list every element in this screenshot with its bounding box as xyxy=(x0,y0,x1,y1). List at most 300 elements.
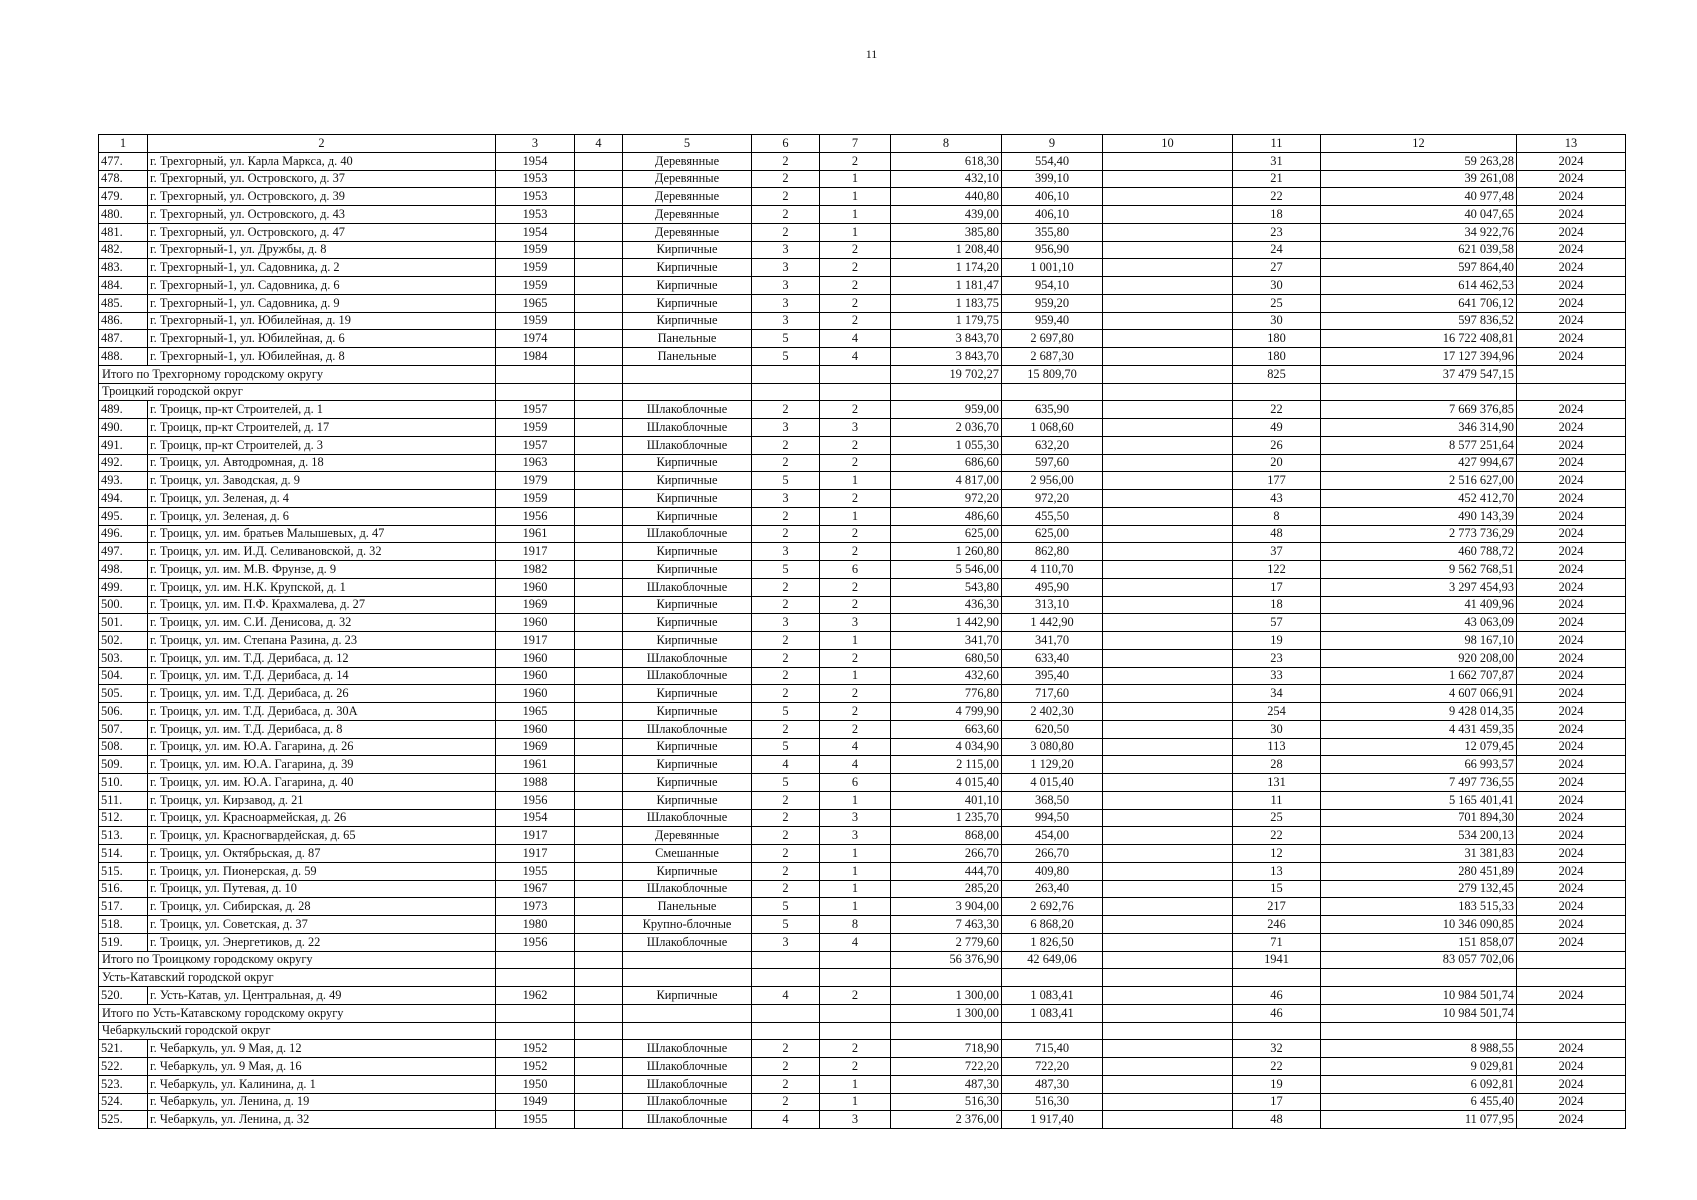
empty-cell xyxy=(623,383,752,401)
cell-col-11: 28 xyxy=(1233,756,1321,774)
cell-col-7: 2 xyxy=(820,596,891,614)
cell-col-6: 2 xyxy=(752,507,820,525)
table-row xyxy=(99,348,1626,366)
cell-col-10 xyxy=(1103,1040,1233,1058)
cell-col-2: г. Троицк, ул. им. братьев Малышевых, д. 47 xyxy=(148,525,496,543)
cell-col-13: 2024 xyxy=(1517,401,1626,419)
cell-col-4 xyxy=(575,1075,623,1093)
cell-col-9: 956,90 xyxy=(1002,241,1103,259)
cell-col-10 xyxy=(1103,401,1233,419)
cell-col-5: Кирпичные xyxy=(623,259,752,277)
table-row xyxy=(99,845,1626,863)
empty-cell xyxy=(575,365,623,383)
empty-cell xyxy=(496,1004,575,1022)
cell-col-10 xyxy=(1103,720,1233,738)
cell-col-1: 500. xyxy=(99,596,148,614)
cell-col-3: 1959 xyxy=(496,277,575,295)
cell-col-2: г. Усть-Катав, ул. Центральная, д. 49 xyxy=(148,987,496,1005)
table-row xyxy=(99,1111,1626,1129)
cell-col-8: 487,30 xyxy=(891,1075,1002,1093)
empty-cell xyxy=(752,969,820,987)
cell-col-7: 2 xyxy=(820,490,891,508)
cell-col-1: 517. xyxy=(99,898,148,916)
table-row xyxy=(99,188,1626,206)
cell-col-9: 959,40 xyxy=(1002,312,1103,330)
empty-cell xyxy=(1233,383,1321,401)
cell-col-7: 2 xyxy=(820,543,891,561)
cell-col-6: 3 xyxy=(752,241,820,259)
cell-col-8: 285,20 xyxy=(891,880,1002,898)
column-header-4: 4 xyxy=(575,135,623,153)
table-row xyxy=(99,720,1626,738)
cell-col-3: 1969 xyxy=(496,738,575,756)
cell-col-3: 1960 xyxy=(496,614,575,632)
housing-register-table xyxy=(98,134,1626,1129)
empty-cell xyxy=(891,1022,1002,1040)
cell-col-4 xyxy=(575,525,623,543)
cell-col-9: 409,80 xyxy=(1002,862,1103,880)
cell-col-4 xyxy=(575,862,623,880)
cell-col-8: 3 843,70 xyxy=(891,330,1002,348)
cell-col-1: 509. xyxy=(99,756,148,774)
cell-col-4 xyxy=(575,703,623,721)
cell-col-10 xyxy=(1103,596,1233,614)
cell-col-1: 519. xyxy=(99,933,148,951)
empty-cell xyxy=(623,1004,752,1022)
cell-col-4 xyxy=(575,827,623,845)
cell-col-7: 6 xyxy=(820,774,891,792)
cell-col-5: Шлакоблочные xyxy=(623,436,752,454)
cell-col-6: 2 xyxy=(752,170,820,188)
cell-col-3: 1959 xyxy=(496,419,575,437)
cell-col-10 xyxy=(1103,330,1233,348)
cell-col-12: 8 988,55 xyxy=(1321,1040,1517,1058)
cell-col-2: г. Троицк, пр-кт Строителей, д. 1 xyxy=(148,401,496,419)
cell-col-9: 635,90 xyxy=(1002,401,1103,419)
cell-col-11: 57 xyxy=(1233,614,1321,632)
cell-col-12: 534 200,13 xyxy=(1321,827,1517,845)
cell-col-1: 516. xyxy=(99,880,148,898)
cell-col-7: 1 xyxy=(820,880,891,898)
table-row xyxy=(99,880,1626,898)
cell-col-8: 2 376,00 xyxy=(891,1111,1002,1129)
section-total-row xyxy=(99,1004,1626,1022)
total-col-11: 825 xyxy=(1233,365,1321,383)
cell-col-7: 1 xyxy=(820,1075,891,1093)
cell-col-1: 477. xyxy=(99,152,148,170)
cell-col-3: 1959 xyxy=(496,241,575,259)
cell-col-6: 2 xyxy=(752,454,820,472)
cell-col-6: 2 xyxy=(752,401,820,419)
cell-col-7: 3 xyxy=(820,827,891,845)
cell-col-8: 516,30 xyxy=(891,1093,1002,1111)
cell-col-11: 22 xyxy=(1233,401,1321,419)
cell-col-13: 2024 xyxy=(1517,472,1626,490)
cell-col-3: 1954 xyxy=(496,809,575,827)
cell-col-8: 432,10 xyxy=(891,170,1002,188)
cell-col-2: г. Троицк, ул. им. Т.Д. Дерибаса, д. 26 xyxy=(148,685,496,703)
cell-col-5: Крупно-блочные xyxy=(623,916,752,934)
table-row xyxy=(99,809,1626,827)
section-heading: Троицкий городской округ xyxy=(99,383,496,401)
cell-col-5: Кирпичные xyxy=(623,294,752,312)
cell-col-13: 2024 xyxy=(1517,987,1626,1005)
cell-col-13: 2024 xyxy=(1517,348,1626,366)
cell-col-9: 4 110,70 xyxy=(1002,561,1103,579)
empty-cell xyxy=(496,951,575,969)
cell-col-11: 12 xyxy=(1233,845,1321,863)
cell-col-5: Кирпичные xyxy=(623,454,752,472)
empty-cell xyxy=(623,951,752,969)
cell-col-13: 2024 xyxy=(1517,277,1626,295)
cell-col-11: 8 xyxy=(1233,507,1321,525)
cell-col-4 xyxy=(575,419,623,437)
cell-col-12: 10 984 501,74 xyxy=(1321,987,1517,1005)
cell-col-1: 484. xyxy=(99,277,148,295)
cell-col-9: 597,60 xyxy=(1002,454,1103,472)
cell-col-1: 515. xyxy=(99,862,148,880)
cell-col-3: 1963 xyxy=(496,454,575,472)
cell-col-2: г. Трехгорный-1, ул. Садовника, д. 2 xyxy=(148,259,496,277)
cell-col-4 xyxy=(575,277,623,295)
cell-col-5: Шлакоблочные xyxy=(623,1040,752,1058)
cell-col-13: 2024 xyxy=(1517,543,1626,561)
cell-col-2: г. Трехгорный, ул. Островского, д. 37 xyxy=(148,170,496,188)
cell-col-9: 972,20 xyxy=(1002,490,1103,508)
cell-col-2: г. Троицк, ул. Красноармейская, д. 26 xyxy=(148,809,496,827)
cell-col-8: 1 181,47 xyxy=(891,277,1002,295)
cell-col-3: 1960 xyxy=(496,578,575,596)
table-row xyxy=(99,436,1626,454)
cell-col-5: Кирпичные xyxy=(623,738,752,756)
cell-col-1: 524. xyxy=(99,1093,148,1111)
cell-col-1: 518. xyxy=(99,916,148,934)
cell-col-13: 2024 xyxy=(1517,490,1626,508)
cell-col-10 xyxy=(1103,1075,1233,1093)
cell-col-8: 1 183,75 xyxy=(891,294,1002,312)
table-row xyxy=(99,259,1626,277)
cell-col-12: 346 314,90 xyxy=(1321,419,1517,437)
cell-col-9: 2 687,30 xyxy=(1002,348,1103,366)
empty-cell xyxy=(575,969,623,987)
cell-col-4 xyxy=(575,1093,623,1111)
cell-col-6: 3 xyxy=(752,259,820,277)
cell-col-4 xyxy=(575,223,623,241)
empty-cell xyxy=(623,969,752,987)
cell-col-9: 862,80 xyxy=(1002,543,1103,561)
cell-col-1: 483. xyxy=(99,259,148,277)
cell-col-7: 2 xyxy=(820,294,891,312)
section-heading-row xyxy=(99,969,1626,987)
table-row xyxy=(99,294,1626,312)
cell-col-12: 279 132,45 xyxy=(1321,880,1517,898)
total-col-8: 56 376,90 xyxy=(891,951,1002,969)
cell-col-11: 33 xyxy=(1233,667,1321,685)
column-header-11: 11 xyxy=(1233,135,1321,153)
cell-col-13: 2024 xyxy=(1517,898,1626,916)
cell-col-9: 454,00 xyxy=(1002,827,1103,845)
cell-col-4 xyxy=(575,241,623,259)
table-row xyxy=(99,578,1626,596)
cell-col-2: г. Троицк, ул. Октябрьская, д. 87 xyxy=(148,845,496,863)
cell-col-11: 31 xyxy=(1233,152,1321,170)
cell-col-5: Шлакоблочные xyxy=(623,720,752,738)
cell-col-2: г. Чебаркуль, ул. 9 Мая, д. 12 xyxy=(148,1040,496,1058)
cell-col-1: 487. xyxy=(99,330,148,348)
table-row xyxy=(99,756,1626,774)
cell-col-12: 4 607 066,91 xyxy=(1321,685,1517,703)
cell-col-8: 5 546,00 xyxy=(891,561,1002,579)
table-row xyxy=(99,791,1626,809)
cell-col-4 xyxy=(575,312,623,330)
cell-col-13: 2024 xyxy=(1517,880,1626,898)
cell-col-8: 439,00 xyxy=(891,206,1002,224)
empty-cell xyxy=(752,383,820,401)
cell-col-12: 39 261,08 xyxy=(1321,170,1517,188)
section-total-row xyxy=(99,365,1626,383)
cell-col-7: 1 xyxy=(820,223,891,241)
empty-cell xyxy=(1517,365,1626,383)
cell-col-1: 499. xyxy=(99,578,148,596)
table-row xyxy=(99,223,1626,241)
section-heading: Чебаркульский городской округ xyxy=(99,1022,496,1040)
cell-col-7: 1 xyxy=(820,667,891,685)
cell-col-7: 2 xyxy=(820,241,891,259)
cell-col-6: 5 xyxy=(752,774,820,792)
cell-col-3: 1961 xyxy=(496,525,575,543)
cell-col-2: г. Троицк, ул. Энергетиков, д. 22 xyxy=(148,933,496,951)
cell-col-11: 18 xyxy=(1233,596,1321,614)
cell-col-11: 113 xyxy=(1233,738,1321,756)
cell-col-1: 498. xyxy=(99,561,148,579)
cell-col-13: 2024 xyxy=(1517,703,1626,721)
cell-col-5: Шлакоблочные xyxy=(623,401,752,419)
cell-col-8: 444,70 xyxy=(891,862,1002,880)
cell-col-11: 30 xyxy=(1233,720,1321,738)
cell-col-6: 2 xyxy=(752,578,820,596)
cell-col-7: 4 xyxy=(820,756,891,774)
cell-col-8: 680,50 xyxy=(891,649,1002,667)
empty-cell xyxy=(820,1022,891,1040)
cell-col-3: 1980 xyxy=(496,916,575,934)
cell-col-6: 5 xyxy=(752,348,820,366)
cell-col-3: 1954 xyxy=(496,223,575,241)
cell-col-4 xyxy=(575,401,623,419)
cell-col-4 xyxy=(575,1058,623,1076)
cell-col-8: 1 179,75 xyxy=(891,312,1002,330)
cell-col-3: 1917 xyxy=(496,632,575,650)
cell-col-6: 2 xyxy=(752,1058,820,1076)
cell-col-8: 1 174,20 xyxy=(891,259,1002,277)
empty-cell xyxy=(1517,1004,1626,1022)
cell-col-2: г. Троицк, ул. им. Ю.А. Гагарина, д. 39 xyxy=(148,756,496,774)
cell-col-2: г. Троицк, ул. им. Т.Д. Дерибаса, д. 14 xyxy=(148,667,496,685)
cell-col-3: 1956 xyxy=(496,507,575,525)
cell-col-1: 503. xyxy=(99,649,148,667)
cell-col-5: Кирпичные xyxy=(623,614,752,632)
cell-col-2: г. Трехгорный-1, ул. Дружбы, д. 8 xyxy=(148,241,496,259)
cell-col-8: 2 779,60 xyxy=(891,933,1002,951)
cell-col-12: 920 208,00 xyxy=(1321,649,1517,667)
cell-col-11: 22 xyxy=(1233,188,1321,206)
cell-col-13: 2024 xyxy=(1517,1093,1626,1111)
cell-col-2: г. Трехгорный-1, ул. Юбилейная, д. 19 xyxy=(148,312,496,330)
cell-col-6: 5 xyxy=(752,916,820,934)
cell-col-5: Панельные xyxy=(623,348,752,366)
cell-col-6: 3 xyxy=(752,419,820,437)
cell-col-13: 2024 xyxy=(1517,188,1626,206)
empty-cell xyxy=(820,951,891,969)
cell-col-8: 959,00 xyxy=(891,401,1002,419)
cell-col-11: 37 xyxy=(1233,543,1321,561)
table-row xyxy=(99,206,1626,224)
cell-col-6: 2 xyxy=(752,188,820,206)
cell-col-8: 2 036,70 xyxy=(891,419,1002,437)
table-row xyxy=(99,649,1626,667)
empty-cell xyxy=(1002,1022,1103,1040)
cell-col-3: 1917 xyxy=(496,827,575,845)
cell-col-6: 4 xyxy=(752,987,820,1005)
cell-col-4 xyxy=(575,561,623,579)
cell-col-12: 12 079,45 xyxy=(1321,738,1517,756)
table-body xyxy=(99,152,1626,1128)
cell-col-3: 1952 xyxy=(496,1040,575,1058)
cell-col-3: 1960 xyxy=(496,720,575,738)
cell-col-4 xyxy=(575,685,623,703)
cell-col-8: 543,80 xyxy=(891,578,1002,596)
cell-col-4 xyxy=(575,543,623,561)
cell-col-10 xyxy=(1103,277,1233,295)
table-row xyxy=(99,312,1626,330)
empty-cell xyxy=(496,365,575,383)
cell-col-12: 2 773 736,29 xyxy=(1321,525,1517,543)
table-row xyxy=(99,827,1626,845)
cell-col-7: 2 xyxy=(820,1040,891,1058)
cell-col-2: г. Троицк, ул. им. П.Ф. Крахмалева, д. 27 xyxy=(148,596,496,614)
cell-col-10 xyxy=(1103,294,1233,312)
cell-col-3: 1962 xyxy=(496,987,575,1005)
cell-col-2: г. Троицк, ул. Кирзавод, д. 21 xyxy=(148,791,496,809)
cell-col-13: 2024 xyxy=(1517,667,1626,685)
cell-col-7: 2 xyxy=(820,720,891,738)
cell-col-4 xyxy=(575,152,623,170)
table-row xyxy=(99,667,1626,685)
cell-col-11: 13 xyxy=(1233,862,1321,880)
cell-col-13: 2024 xyxy=(1517,525,1626,543)
cell-col-2: г. Трехгорный, ул. Островского, д. 39 xyxy=(148,188,496,206)
cell-col-2: г. Троицк, ул. им. Т.Д. Дерибаса, д. 12 xyxy=(148,649,496,667)
cell-col-2: г. Троицк, ул. Автодромная, д. 18 xyxy=(148,454,496,472)
cell-col-7: 1 xyxy=(820,845,891,863)
cell-col-3: 1960 xyxy=(496,667,575,685)
cell-col-1: 494. xyxy=(99,490,148,508)
cell-col-3: 1959 xyxy=(496,312,575,330)
cell-col-6: 2 xyxy=(752,1075,820,1093)
cell-col-3: 1953 xyxy=(496,206,575,224)
cell-col-13: 2024 xyxy=(1517,561,1626,579)
cell-col-10 xyxy=(1103,916,1233,934)
cell-col-9: 1 068,60 xyxy=(1002,419,1103,437)
empty-cell xyxy=(496,383,575,401)
cell-col-11: 180 xyxy=(1233,348,1321,366)
cell-col-5: Кирпичные xyxy=(623,312,752,330)
cell-col-11: 131 xyxy=(1233,774,1321,792)
cell-col-5: Деревянные xyxy=(623,152,752,170)
cell-col-12: 98 167,10 xyxy=(1321,632,1517,650)
page-number: 11 xyxy=(865,47,878,61)
cell-col-8: 4 799,90 xyxy=(891,703,1002,721)
cell-col-3: 1974 xyxy=(496,330,575,348)
cell-col-3: 1917 xyxy=(496,845,575,863)
cell-col-6: 5 xyxy=(752,738,820,756)
cell-col-9: 554,40 xyxy=(1002,152,1103,170)
cell-col-12: 614 462,53 xyxy=(1321,277,1517,295)
cell-col-6: 3 xyxy=(752,543,820,561)
cell-col-13: 2024 xyxy=(1517,294,1626,312)
cell-col-11: 27 xyxy=(1233,259,1321,277)
cell-col-10 xyxy=(1103,738,1233,756)
total-col-9: 15 809,70 xyxy=(1002,365,1103,383)
cell-col-1: 506. xyxy=(99,703,148,721)
table-row xyxy=(99,898,1626,916)
empty-cell xyxy=(1002,383,1103,401)
table-row xyxy=(99,596,1626,614)
cell-col-2: г. Троицк, ул. Зеленая, д. 6 xyxy=(148,507,496,525)
cell-col-12: 9 029,81 xyxy=(1321,1058,1517,1076)
cell-col-5: Кирпичные xyxy=(623,507,752,525)
empty-cell xyxy=(575,383,623,401)
cell-col-7: 2 xyxy=(820,454,891,472)
cell-col-10 xyxy=(1103,206,1233,224)
cell-col-2: г. Трехгорный, ул. Островского, д. 43 xyxy=(148,206,496,224)
cell-col-4 xyxy=(575,596,623,614)
cell-col-3: 1955 xyxy=(496,862,575,880)
cell-col-12: 7 497 736,55 xyxy=(1321,774,1517,792)
cell-col-3: 1949 xyxy=(496,1093,575,1111)
cell-col-3: 1988 xyxy=(496,774,575,792)
cell-col-2: г. Трехгорный-1, ул. Юбилейная, д. 6 xyxy=(148,330,496,348)
cell-col-1: 478. xyxy=(99,170,148,188)
cell-col-3: 1952 xyxy=(496,1058,575,1076)
total-col-11: 1941 xyxy=(1233,951,1321,969)
cell-col-6: 2 xyxy=(752,845,820,863)
cell-col-1: 505. xyxy=(99,685,148,703)
cell-col-4 xyxy=(575,490,623,508)
table-row xyxy=(99,1093,1626,1111)
cell-col-5: Шлакоблочные xyxy=(623,419,752,437)
column-header-1: 1 xyxy=(99,135,148,153)
empty-cell xyxy=(820,1004,891,1022)
cell-col-5: Шлакоблочные xyxy=(623,933,752,951)
cell-col-7: 2 xyxy=(820,259,891,277)
cell-col-4 xyxy=(575,348,623,366)
cell-col-8: 1 208,40 xyxy=(891,241,1002,259)
cell-col-6: 2 xyxy=(752,880,820,898)
cell-col-3: 1959 xyxy=(496,490,575,508)
cell-col-9: 722,20 xyxy=(1002,1058,1103,1076)
cell-col-4 xyxy=(575,916,623,934)
cell-col-5: Кирпичные xyxy=(623,862,752,880)
cell-col-3: 1953 xyxy=(496,188,575,206)
cell-col-4 xyxy=(575,614,623,632)
cell-col-3: 1982 xyxy=(496,561,575,579)
cell-col-9: 954,10 xyxy=(1002,277,1103,295)
empty-cell xyxy=(891,969,1002,987)
cell-col-6: 2 xyxy=(752,1040,820,1058)
cell-col-10 xyxy=(1103,756,1233,774)
cell-col-8: 3 904,00 xyxy=(891,898,1002,916)
cell-col-3: 1957 xyxy=(496,436,575,454)
